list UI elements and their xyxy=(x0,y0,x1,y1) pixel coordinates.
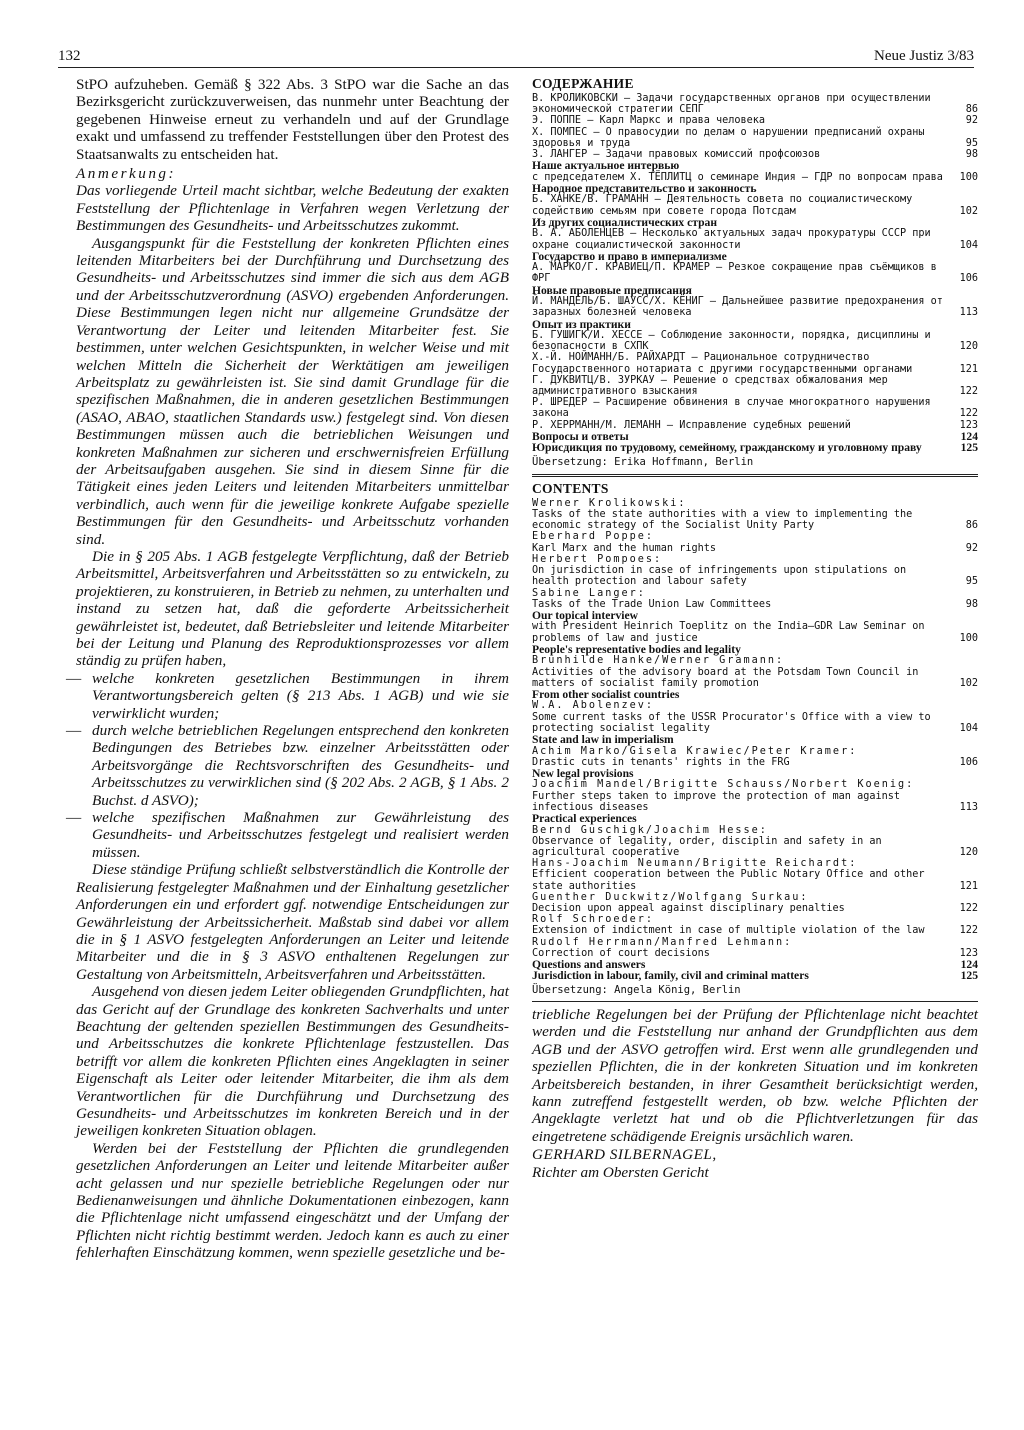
toc-author: Werner Krolikowski: xyxy=(532,497,687,509)
toc-entry: Й. МАНДЕЛЬ/Б. ШАУСС/Х. КЁНИГ — Дальнейшее развитие предохранения от заразных болезней человека 113 xyxy=(532,296,978,319)
paragraph: Die in § 205 Abs. 1 AGB festgelegte Verpflichtung, daß der Betrieb Arbeitsmittel, Arbeitsverfahren und Arbeitsstätten so zu entwickeln, zu projektieren, zu konstruieren, in Betrieb zu nehmen, zu unterhalten und instand zu setzen hat, daß die geforderte Arbeitssicherheit gewährleistet ist, bedeutet, daß Betriebsleiter und leitende Mitarbeiter bei der Leitung und Planung des Reproduktionsprozesses vor allem ständig zu prüfen haben, xyxy=(76,547,509,670)
toc-entry: Э. ПОППЕ — Карл Маркс и права человека 92 xyxy=(532,115,978,127)
toc-author: Bernd Guschigk/Joachim Hesse: xyxy=(532,824,768,836)
paragraph: Werden bei der Feststellung der Pflichten die grundlegenden gesetzlichen Anforderungen an Leiter und leitende Mitarbeiter außer acht gelassen und nur spezielle betriebliche Regelungen oder nur Bedienanweisungen und ähnliche Dokumentationen einbezogen, kann die Pflichtenlage nicht umfassend eingeschätzt und der Umfang der Pflichten nicht richtig bestimmt werden. Jedoch kann es auch zu einer fehlerhaften Einschätzung kommen, wenn spezielle gesetzliche und be- xyxy=(76,1139,509,1262)
toc-category: Our topical interview xyxy=(532,608,639,622)
toc-entry: З. ЛАНГЕР — Задачи правовых комиссий профсоюзов 98 xyxy=(532,149,978,161)
toc-author: Joachim Mandel/Brigitte Schauss/Norbert Koenig: xyxy=(532,779,915,791)
toc-author: Herbert Pompoes: xyxy=(532,553,663,565)
list-item: — welche spezifischen Maßnahmen zur Gewährleistung des Gesundheits- und Arbeitsschutzes festgelegt und realisiert werden müssen. xyxy=(76,809,509,861)
section-divider xyxy=(532,474,978,477)
left-column xyxy=(76,76,509,1262)
toc-entry: Drastic cuts in tenants' rights in the FRG 106 xyxy=(532,756,978,768)
toc-author: Hans-Joachim Neumann/Brigitte Reichardt: xyxy=(532,858,858,870)
toc-author: Achim Marko/Gisela Krawiec/Peter Kramer: xyxy=(532,745,858,757)
paragraph: Ausgangspunkt für die Feststellung der konkreten Pflichten eines leitenden Mitarbeiters bei der Durchführung und Durchsetzung des Gesundheits- und Arbeitsschutzes sind immer die sich aus dem AGB und der Arbeitsschutzverordnung (ASVO) ergebenden Anforderungen. Diese Bestimmungen legen nicht nur allgemeine Grundsätze der Verantwortung der Leiter und leitenden Mitarbeiter fest. Sie bestimmen, unter welchen Gesichtspunkten, in welcher Weise und mit welchen Mitteln die Sicherheit der Werktätigen am jeweiligen Arbeitsplatz zu gewährleisten ist. Sie sind damit Grundlage für die spezifischen Maßnahmen, die in anderen gesetzlichen Bestimmungen (ASAO, ABAO, staatlichen Standards usw.) festgelegt sind. Von diesen Bestimmungen müssen auch die betrieblichen Weisungen und konkreten Maßnahmen zur sicheren und erschwernisfreien Erfüllung der Arbeitsaufgaben ausgehen. Sie sind in diesem Sinne für die Tätigkeit eines jeden Leiters und leitenden Mitarbeiters unmittelbar verbindlich, auch wenn für die jeweilige konkrete Aufgabe spezielle Bestimmungen für den Gesundheits- und Arbeitsschutz vorhanden sind. xyxy=(76,234,509,548)
toc-author: Guenther Duckwitz/Wolfgang Surkau: xyxy=(532,891,809,903)
toc-category: Из других социалистических стран xyxy=(532,215,718,229)
toc-entry: Jurisdiction in labour, family, civil and criminal matters 125 xyxy=(532,969,978,983)
toc-entry: Further steps taken to improve the protection of man against infectious diseases 113 xyxy=(532,790,978,813)
toc-entry: Юрисдикция по трудовому, семейному, гражданскому и уголовному праву 125 xyxy=(532,441,978,455)
annotation-label: Anmerkung: xyxy=(76,165,177,183)
toc-entry: Х.-Й. НОЙМАНН/Б. РАЙХАРДТ — Рациональное сотрудничество Государственного нотариата с другими государственными органами 121 xyxy=(532,352,978,375)
russian-contents-heading: СОДЕРЖАНИЕ xyxy=(532,76,634,91)
list-item: — durch welche betrieblichen Regelungen entsprechend den konkreten Bedingungen des Betriebes bzw. einzelner Arbeitsstätten oder Arbeitsvorgänge die Rechtsvorschriften des Gesundheits- und Arbeitsschutzes zu verwirklichen sind (§ 202 Abs. 2 AGB, § 1 Abs. 2 Buchst. d ASVO); xyxy=(76,722,509,809)
toc-entry: Extension of indictment in case of multiple violation of the law 122 xyxy=(532,925,978,937)
toc-entry: Some current tasks of the USSR Procurator's Office with a view to protecting socialist legality 104 xyxy=(532,711,978,734)
toc-category: Новые правовые предписания xyxy=(532,283,692,297)
toc-entry: Questions and answers 124 xyxy=(532,957,978,971)
author-name: GERHARD SILBERNAGEL, xyxy=(532,1146,717,1164)
translator-credit: Übersetzung: Angela König, Berlin xyxy=(532,983,741,996)
author-role: Richter am Obersten Gericht xyxy=(532,1163,709,1181)
journal-issue: Neue Justiz 3/83 xyxy=(874,48,974,64)
toc-entry: On jurisdiction in case of infringements upon stipulations on health protection and labour safety 95 xyxy=(532,565,978,588)
toc-entry: Р. ХЕРРМАНН/М. ЛЕМАНН — Исправление судебных решений 123 xyxy=(532,419,978,431)
paragraph: StPO aufzuheben. Gemäß § 322 Abs. 3 StPO war die Sache an das Bezirksgericht zurückzuverweisen, das nunmehr unter Beachtung der gegebenen Hinweise erneut zu verhandeln und auf der Grundlage exakt und umfassend zu treffender Feststellungen über den Protest des Staatsanwalts zu entscheiden hat. xyxy=(76,76,509,163)
english-contents-heading: CONTENTS xyxy=(532,480,609,496)
toc-entry: Х. ПОМПЕС — О правосудии по делам о нарушении предписаний охраны здоровья и труда 95 xyxy=(532,126,978,149)
toc-category: Государство и право в империализме xyxy=(532,249,727,263)
right-column xyxy=(532,76,978,1181)
continued-article xyxy=(532,1006,978,1181)
toc-entry: Вопросы и ответы 124 xyxy=(532,429,978,443)
toc-category: Народное представительство и законность xyxy=(532,181,757,195)
toc-author: Rolf Schroeder: xyxy=(532,914,655,926)
page-number: 132 xyxy=(58,48,81,64)
paragraph: Ausgehend von diesen jedem Leiter obliegenden Grundpflichten, hat das Gericht auf der Grundlage des konkreten Sachverhalts und unter Beachtung der geltenden speziellen Bestimmungen des Gesundheits- und Arbeitsschutzes die konkrete Pflichtenlage festzustellen. Das betrifft vor allem die konkreten Pflichten eines Angeklagten in seiner Eigenschaft als Leiter oder leitender Mitarbeiter, die ihm als dem Verantwortlichen für die Durchführung und Durchsetzung des Gesundheits- und Arbeitsschutzes im konkreten Bereich und in der jeweiligen konkreten Situation oblagen. xyxy=(76,983,509,1140)
toc-entry: Karl Marx and the human rights 92 xyxy=(532,542,978,554)
toc-entry: В. КРОЛИКОВСКИ — Задачи государственных органов при осуществлении экономической стратегии СЕПГ 86 xyxy=(532,93,978,116)
toc-entry: Efficient cooperation between the Public Notary Office and other state authorities 121 xyxy=(532,869,978,892)
toc-entry: Tasks of the Trade Union Law Committees 98 xyxy=(532,598,978,610)
toc-entry: Observance of legality, order, disciplin and safety in an agricultural cooperative 120 xyxy=(532,835,978,858)
toc-author: Rudolf Herrmann/Manfred Lehmann: xyxy=(532,936,793,948)
translator-credit: Übersetzung: Erika Hoffmann, Berlin xyxy=(532,455,754,468)
toc-category: State and law in imperialism xyxy=(532,733,674,747)
toc-category: Practical experiences xyxy=(532,812,637,826)
list-item: — welche konkreten gesetzlichen Bestimmungen in ihrem Verantwortungsbereich gelten (§ 213 Abs. 1 AGB) und wie sie verwirklicht wurden; xyxy=(76,670,509,722)
toc-author: Eberhard Poppe: xyxy=(532,531,655,543)
paragraph: Diese ständige Prüfung schließt selbstverständlich die Kontrolle der Realisierung festgelegter Maßnahmen und der Einhaltung gesetzlicher Anforderungen ein und erfordert ggf. notwendige Entscheidungen zur Gewährleistung der Arbeitssicherheit. Maßstab sind dabei vor allem die in § 1 ASVO festgelegten Anforderungen an Leiter und leitende Mitarbeiter und die in § 3 ASVO enthaltenen Regelungen zur Gestaltung von Arbeitsmitteln, Arbeitsverfahren und Arbeitsstätten. xyxy=(76,861,509,983)
toc-entry: Decision upon appeal against disciplinary penalties 122 xyxy=(532,902,978,914)
toc-entry: А. МАРКО/Г. КРАВИЕЦ/П. КРАМЕР — Резкое сокращение прав съёмщиков в ФРГ 106 xyxy=(532,262,978,285)
page-header xyxy=(58,48,974,68)
toc-category: From other socialist countries xyxy=(532,687,680,701)
toc-entry: В. А. АБОЛЕНЦЕВ — Несколько актуальных задач прокуратуры СССР при охране социалистической законности 104 xyxy=(532,228,978,251)
toc-entry: Г. ДУКВИТЦ/В. ЗУРКАУ — Решение о средствах обжалования мер административного взыскания 122 xyxy=(532,374,978,398)
toc-author: W.A. Abolenzev: xyxy=(532,700,655,712)
toc-entry: Б. ХАНКЕ/В. ГРАМАНН — Деятельность совета по социалистическому содействию семьям при совете города Потсдам 102 xyxy=(532,194,978,217)
toc-entry: Б. ГУШИГК/И. ХЕССЕ — Соблюдение законности, порядка, дисциплины и безопасности в СХПК 120 xyxy=(532,330,978,353)
section-divider xyxy=(532,1001,978,1002)
toc-author: Brunhilde Hanke/Werner Gramann: xyxy=(532,655,785,667)
toc-entry: with President Heinrich Toeplitz on the India–GDR Law Seminar on problems of law and justice 100 xyxy=(532,621,978,644)
toc-category: Наше актуальное интервью xyxy=(532,159,680,173)
paragraph: triebliche Regelungen bei der Prüfung der Pflichtenlage nicht beachtet werden und die Feststellung nur anhand der Grundpflichten aus dem AGB und der ASVO getroffen wird. Erst wenn alle grundlegenden und speziellen Pflichten, die in der konkreten Situation und im konkreten Arbeitsbereich bestanden, in ihrer Gesamtheit berücksichtigt werden, kann zutreffend festgestellt werden, ob bzw. welche Pflichten der Angeklagte verletzt hat und ob die Pflichtverletzungen für das eingetretene schädigende Ereignis ursächlich waren. xyxy=(532,1005,978,1145)
toc-entry: Activities of the advisory board at the Potsdam Town Council in matters of socialist family promotion 102 xyxy=(532,666,978,689)
toc-category: Опыт из практики xyxy=(532,317,631,331)
toc-author: Sabine Langer: xyxy=(532,587,646,599)
toc-entry: Tasks of the state authorities with a view to implementing the economic strategy of the Socialist Unity Party 86 xyxy=(532,509,978,532)
toc-entry: Correction of court decisions 123 xyxy=(532,947,978,959)
toc-entry: с председателем Х. ТЁПЛИТЦ о семинаре Индия — ГДР по вопросам права 100 xyxy=(532,171,978,183)
toc-category: People's representative bodies and legality xyxy=(532,642,741,656)
toc-category: New legal provisions xyxy=(532,766,634,780)
toc-entry: Р. ШРЕДЕР — Расширение обвинения в случае многократного нарушения закона 122 xyxy=(532,397,978,420)
paragraph: Das vorliegende Urteil macht sichtbar, welche Bedeutung der exakten Feststellung der Pflichtenlage in Verfahren wegen Verletzung der Bestimmungen des Gesundheits- und Arbeitsschutzes zukommt. xyxy=(76,182,509,235)
